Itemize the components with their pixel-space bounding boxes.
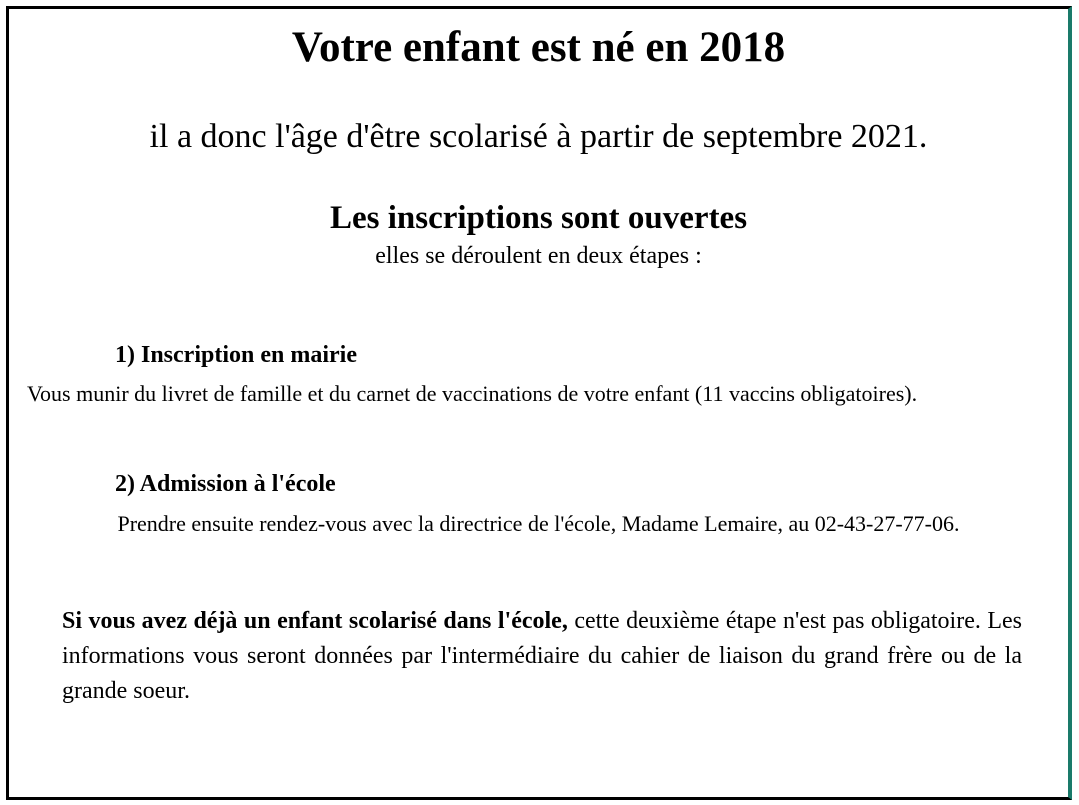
step-2-text: Prendre ensuite rendez-vous avec la directrice de l'école, Madame Lemaire, au 02-43-27-77-06. [117, 511, 960, 536]
existing-child-note-bold: Si vous avez déjà un enfant scolarisé dans l'école, [62, 608, 568, 634]
inscriptions-subheading: elles se déroulent en deux étapes : [375, 243, 702, 269]
existing-child-note-text: cette deuxième étape n'est pas obligatoire. Les informations vous seront données par l'intermédiaire du cahier de liaison du grand frère ou de la grande soeur. [62, 608, 1023, 704]
step-1-text: Vous munir du livret de famille et du carnet de vaccinations de votre enfant (11 vaccins obligatoires). [27, 381, 918, 406]
page-subtitle: il a donc l'âge d'être scolarisé à partir de septembre 2021. [149, 118, 928, 155]
existing-child-note [62, 604, 1022, 709]
page-title: Votre enfant est né en 2018 [291, 24, 786, 71]
step-1-title: 1) Inscription en mairie [115, 342, 357, 368]
inscriptions-heading: Les inscriptions sont ouvertes [329, 200, 748, 236]
document-frame [6, 6, 1072, 800]
step-2-title: 2) Admission à l'école [115, 471, 336, 497]
